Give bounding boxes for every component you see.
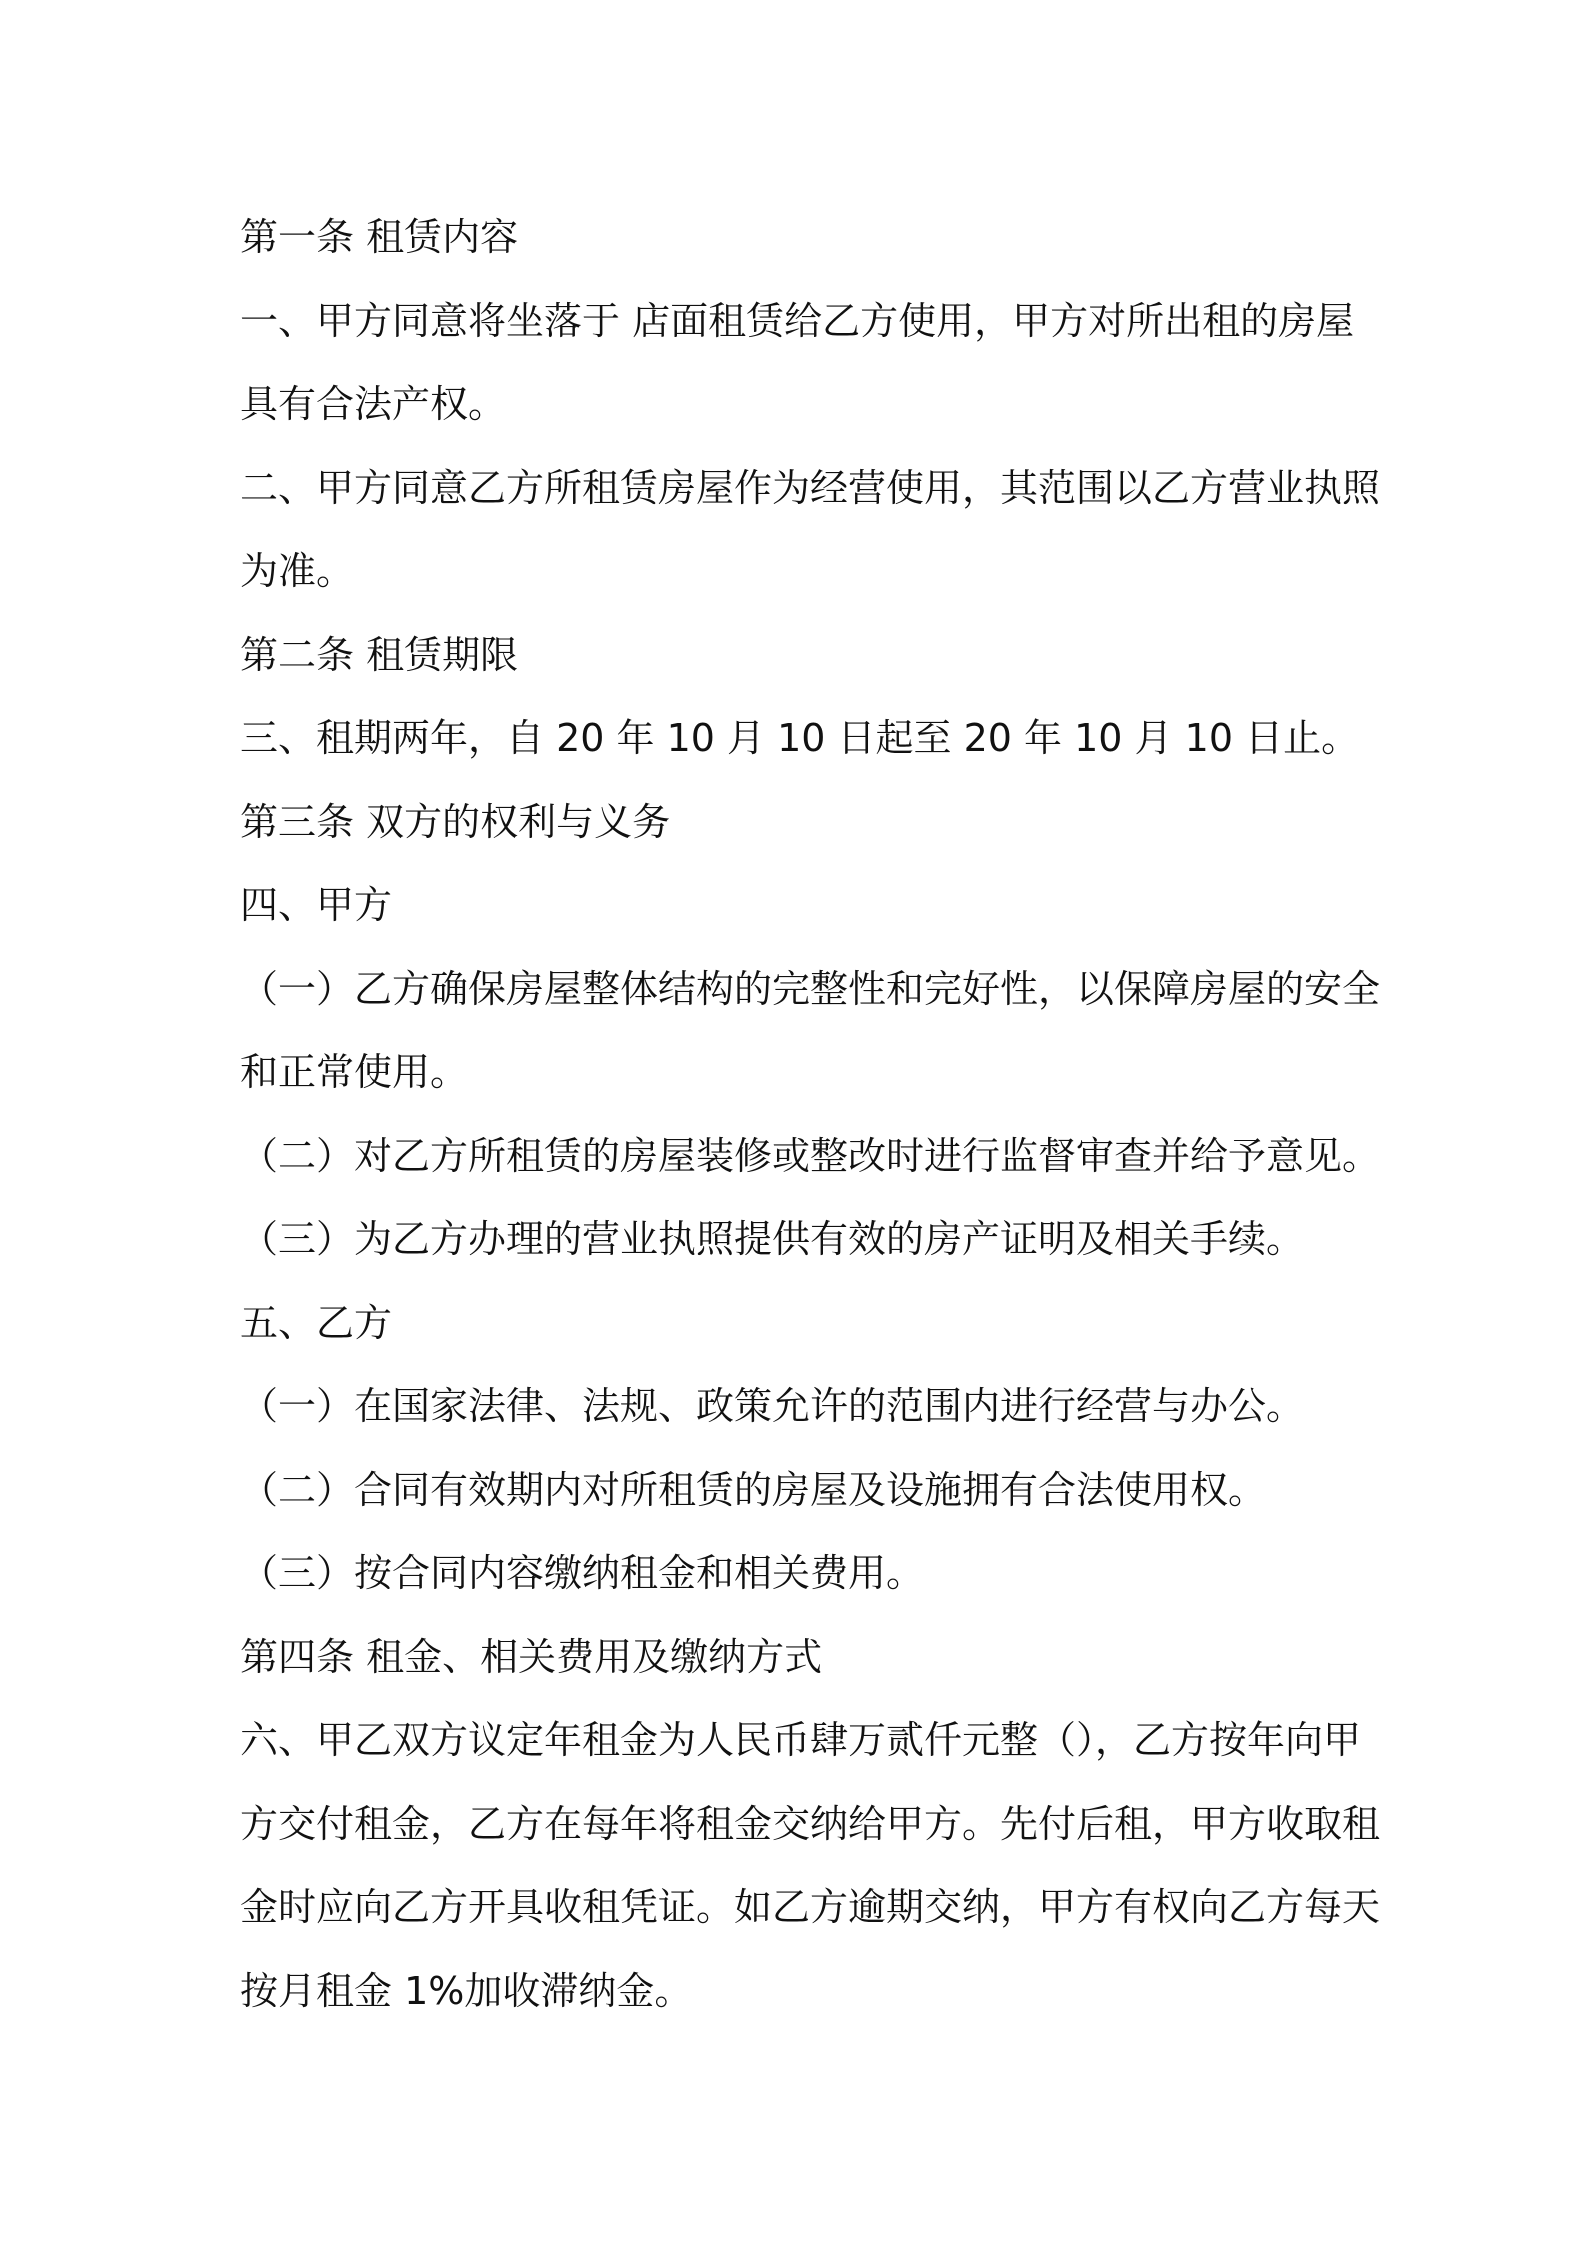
clause-4-item-3: （三）为乙方办理的营业执照提供有效的房产证明及相关手续。 bbox=[240, 1217, 1305, 1261]
clause-1-line-1: 一、甲方同意将坐落于 店面租赁给乙方使用，甲方对所出租的房屋 bbox=[240, 298, 1355, 343]
clause-4-item-1-line-1: （一）乙方确保房屋整体结构的完整性和完好性，以保障房屋的安全 bbox=[240, 966, 1381, 1011]
article-4-heading: 第四条 租金、相关费用及缴纳方式 bbox=[240, 1634, 823, 1679]
clause-5-heading: 五、乙方 bbox=[240, 1300, 393, 1345]
article-1-heading: 第一条 租赁内容 bbox=[240, 215, 519, 259]
clause-2-line-1: 二、甲方同意乙方所租赁房屋作为经营使用，其范围以乙方营业执照 bbox=[240, 465, 1381, 510]
clause-4-item-2: （二）对乙方所租赁的房屋装修或整改时进行监督审查并给予意见。 bbox=[240, 1133, 1381, 1178]
clause-4-heading: 四、甲方 bbox=[240, 883, 393, 927]
contract-body bbox=[240, 196, 1381, 2033]
clause-3: 三、租期两年，自 20 年 10 月 10 日起至 20 年 10 月 10 日止。 bbox=[240, 716, 1360, 760]
article-3-heading: 第三条 双方的权利与义务 bbox=[240, 799, 671, 844]
clause-5-item-2: （二）合同有效期内对所租赁的房屋及设施拥有合法使用权。 bbox=[240, 1467, 1267, 1512]
clause-6-line-3: 金时应向乙方开具收租凭证。如乙方逾期交纳，甲方有权向乙方每天 bbox=[240, 1885, 1381, 1929]
article-2-heading: 第二条 租赁期限 bbox=[240, 632, 519, 677]
clause-6-line-4: 按月租金 1%加收滞纳金。 bbox=[240, 1968, 693, 2013]
clause-1-line-2: 具有合法产权。 bbox=[240, 382, 507, 426]
clause-5-item-3: （三）按合同内容缴纳租金和相关费用。 bbox=[240, 1551, 925, 1595]
clause-6-line-2: 方交付租金，乙方在每年将租金交纳给甲方。先付后租，甲方收取租 bbox=[240, 1801, 1381, 1846]
clause-4-item-1-line-2: 和正常使用。 bbox=[240, 1050, 469, 1094]
clause-2-line-2: 为准。 bbox=[240, 549, 355, 593]
clause-6-line-1: 六、甲乙双方议定年租金为人民币肆万贰仟元整（），乙方按年向甲 bbox=[240, 1718, 1362, 1762]
clause-5-item-1: （一）在国家法律、法规、政策允许的范围内进行经营与办公。 bbox=[240, 1384, 1305, 1428]
